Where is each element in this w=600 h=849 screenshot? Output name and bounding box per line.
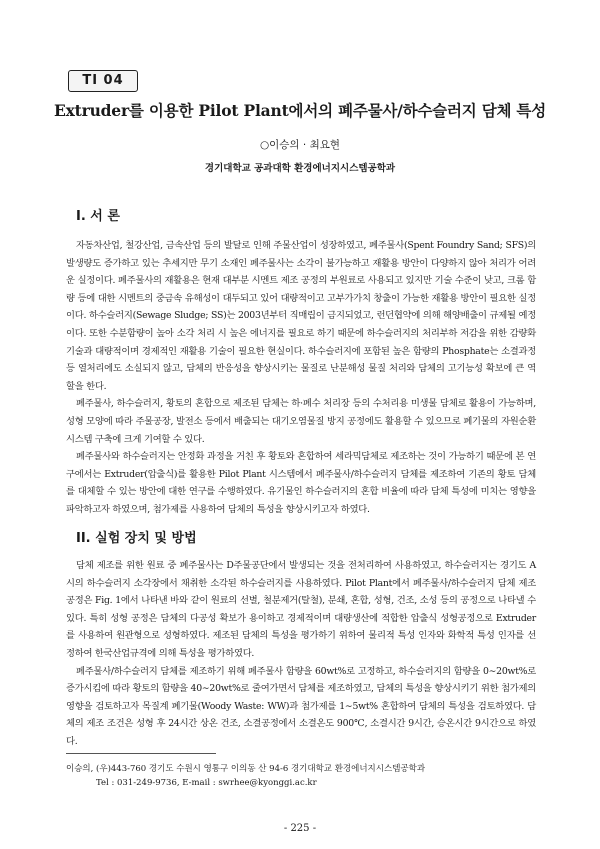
session-badge: TI 04 — [68, 70, 138, 92]
paragraph: 폐주물사와 하수슬러지는 안정화 과정을 거친 후 황토와 혼합하여 세라믹담체로 제조하는 것이 가능하기 때문에 본 연구에서는 Extruder(압출식)를 활용한 Pilot Plant 시스템에서 폐주물사/하수슬러지 담체를 제조하여 기존의 황토 담체를 대체할 수 있는 방안에 대한 연구를 수행하였다. 유기물인 하수슬러지의 혼합 비율에 따라 담체 특성에 미치는 영향을 파악하고자 하였으며, 첨가제를 사용하여 담체의 특성을 향상시키고자 하였다. — [66, 451, 536, 515]
paragraph: 폐주물사/하수슬러지 담체를 제조하기 위해 폐주물사 함량을 60wt%로 고정하고, 하수슬러지의 함량을 0∼20wt%로 증가시킴에 따라 황토의 함량을 40∼20wt%로 줄여가면서 담체를 제조하였고, 담체의 특성을 향상시키기 위한 첨가제의 영향을 검토하고자 목질계 폐기물(Woody Waste: WW)과 첨가제를 1∼5wt% 혼합하여 담체의 특성을 검토하였다. 담체의 제조 조건은 성형 후 24시간 상온 건조, 소결공정에서 소결온도 900℃, 소결시간 9시간, 승온시간 9시간으로 하였다. — [66, 665, 536, 747]
authors: ○이승의 · 최요현 — [259, 139, 341, 151]
paragraph: 폐주물사, 하수슬러지, 황토의 혼합으로 제조된 담체는 하·폐수 처리장 등의 수처리용 미생물 담체로 활용이 가능하며, 성형 모양에 따라 주물공장, 발전소 등에서 배출되는 대기오염물질 방지 공정에도 활용할 수 있으므로 폐기물의 자원순환 시스템 구축에 크게 기여할 수 있다. — [66, 398, 536, 445]
page-number: - 225 - — [283, 823, 317, 834]
section-body-introduction — [66, 237, 536, 519]
section-heading-methods: II. 실험 장치 및 방법 — [76, 531, 197, 546]
paragraph: 담체 제조를 위한 원료 중 폐주물사는 D주물공단에서 발생되는 것을 전처리하여 사용하였고, 하수슬러지는 경기도 A시의 하수슬러지 소각장에서 채취한 소각된 하수슬러지를 사용하였다. Pilot Plant에서 폐주물사/하수슬러지 담체 제조 공정은 Fig. 1에서 나타낸 바와 같이 원료의 선별, 철분제거(탈철), 분쇄, 혼합, 성형, 건조, 소성 등의 공정으로 나타낼 수 있다. 특히 성형 공정은 담체의 다공성 확보가 용이하고 경제적이며 대량생산에 적합한 압출식 성형공정으로 Extruder를 사용하여 원관형으로 성형하였다. 제조된 담체의 특성을 평가하기 위하여 물리적 특성 인자와 화학적 특성 인자를 선정하여 한국산업규격에 의해 특성을 평가하였다. — [66, 560, 536, 659]
section-body-methods — [66, 557, 536, 751]
affiliation: 경기대학교 공과대학 환경에너지시스템공학과 — [204, 163, 396, 174]
footnote — [66, 762, 536, 790]
section-heading-introduction: I. 서 론 — [76, 209, 120, 224]
footnote-divider — [66, 753, 216, 754]
footnote-address: 이승의, (우)443-760 경기도 수원시 영통구 이의동 산 94-6 경기대학교 환경에너지시스템공학과 — [66, 764, 426, 774]
paragraph: 자동차산업, 철강산업, 금속산업 등의 발달로 인해 주물산업이 성장하였고, 폐주물사(Spent Foundry Sand; SFS)의 발생량도 증가하고 있는 추세지만 무기 소재인 폐주물사는 소각이 불가능하고 재활용 방안이 다양하지 않아 처리가 어려운 실정이다. 폐주물사의 재활용은 현재 대부분 시멘트 제조 공정의 부원료로 사용되고 있지만 기술 수준이 낮고, 크롬 함량 등에 대한 시멘트의 중금속 유해성이 대두되고 있어 대량적이고 고부가가치 창출이 가능한 재활용 방안이 필요한 실정이다. 하수슬러지(Sewage Sludge; SS)는 2003년부터 직매립이 금지되었고, 런던협약에 의해 해양배출이 규제될 예정이다. 또한 수분함량이 높아 소각 처리 시 높은 에너지를 필요로 하기 때문에 하수슬러지의 처리부하 저감을 위한 감량화 기술과 대량적이며 경제적인 재활용 기술이 필요한 현실이다. 하수슬러지에 포함된 높은 함량의 Phosphate는 소결과정 등 열처리에도 소실되지 않고, 담체의 반응성을 향상시키는 물질로 난분해성 물질 처리와 담체의 고기능성 확보에 큰 역할을 한다. — [66, 240, 536, 392]
footnote-contact: Tel : 031-249-9736, E-mail : swrhee@kyonggi.ac.kr — [96, 778, 317, 788]
paper-title: Extruder를 이용한 Pilot Plant에서의 폐주물사/하수슬러지 담체 특성 — [54, 101, 546, 120]
